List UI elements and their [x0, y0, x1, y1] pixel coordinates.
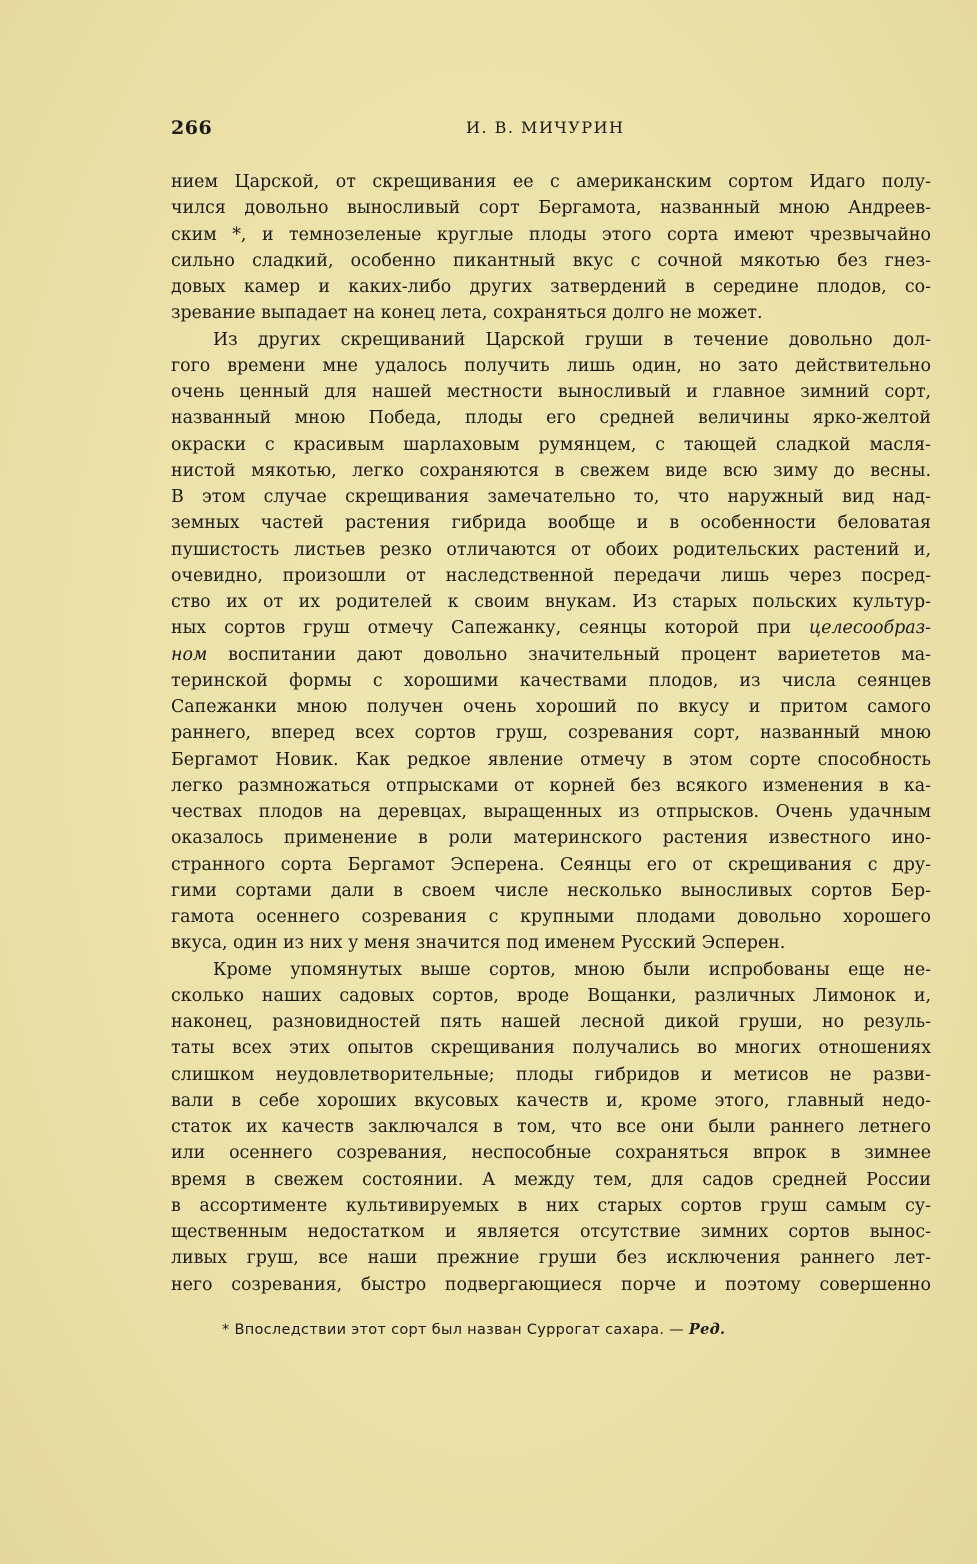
paragraph-3	[171, 957, 931, 1298]
text-line: Кроме упомянутых выше сортов, мною были испробованы еще не-	[213, 959, 931, 980]
text-segment: воспитании дают довольно значительный процент вариететов ма-	[228, 644, 931, 665]
text-line: гого времени мне удалось получить лишь один, но зато действительно	[171, 355, 931, 376]
page-header	[171, 117, 931, 141]
text-line: Из других скрещиваний Царской груши в течение довольно дол-	[213, 329, 931, 350]
text-line: Сапежанки мною получен очень хороший по вкусу и притом самого	[171, 697, 931, 717]
text-line: наконец, разновидностей пять нашей лесной дикой груши, но резуль-	[171, 1012, 931, 1032]
text-line: ским *, и темнозеленые круглые плоды этого сорта имеют чрезвычайно	[171, 224, 931, 245]
text-line: чился довольно выносливый сорт Бергамота, названный мною Андреев-	[171, 198, 931, 219]
text-line: сильно сладкий, особенно пикантный вкус с сочной мякотью без гнез-	[171, 250, 931, 271]
running-head: И. В. МИЧУРИН	[466, 118, 625, 137]
text-line: статок их качеств заключался в том, что все они были раннего летнего	[171, 1117, 931, 1137]
text-line: ство их от их родителей к своим внукам. Из старых польских культур-	[171, 592, 931, 612]
text-line: в ассортименте культивируемых в них старых сортов груш самым су-	[171, 1195, 931, 1216]
text-line: нистой мякотью, легко сохраняются в свежем виде всю зиму до весны.	[171, 460, 931, 481]
body-text	[171, 169, 931, 1298]
text-line: чествах плодов на деревцах, выращенных из отпрысков. Очень удачным	[171, 802, 931, 822]
text-line: щественным недостатком и является отсутствие зимних сортов вынос-	[171, 1222, 931, 1242]
text-line: вкуса, один из них у меня значится под именем Русский Эсперен.	[171, 933, 786, 954]
text-line: гими сортами дали в своем числе несколько выносливых сортов Бер-	[171, 880, 931, 901]
paragraph-1	[171, 169, 931, 327]
text-line: довых камер и каких-либо других затвердений в середине плодов, со-	[171, 277, 931, 297]
text-line: легко размножаться отпрысками от корней без всякого изменения в ка-	[171, 775, 931, 796]
paragraph-2	[171, 327, 931, 957]
text-line: очевидно, произошли от наследственной передачи лишь через посред-	[171, 565, 931, 586]
footnote	[222, 1321, 922, 1338]
text-segment: ных сортов груш отмечу Сапежанку, сеянцы которой при	[171, 618, 792, 639]
text-line: Бергамот Новик. Как редкое явление отмечу в этом сорте способность	[171, 749, 931, 770]
text-line: раннего, вперед всех сортов груш, созревания сорт, названный мною	[171, 723, 931, 744]
text-line: названный мною Победа, плоды его средней величины ярко-желтой	[171, 408, 931, 429]
text-line: странного сорта Бергамот Эсперена. Сеянцы его от скрещивания с дру-	[171, 854, 931, 875]
text-line: зревание выпадает на конец лета, сохраняться долго не может.	[171, 303, 763, 324]
italic-word: ном	[171, 644, 208, 665]
text-line: очень ценный для нашей местности выносливый и главное зимний сорт,	[171, 382, 931, 402]
text-line: пушистость листьев резко отличаются от обоих родительских растений и,	[171, 539, 931, 560]
text-line: таты всех этих опытов скрещивания получались во многих отношениях	[171, 1038, 931, 1059]
text-line: ливых груш, все наши прежние груши без исключения раннего лет-	[171, 1248, 931, 1269]
text-line: слишком неудовлетворительные; плоды гибридов и метисов не разви-	[171, 1064, 931, 1085]
text-line: теринской формы с хорошими качествами плодов, из числа сеянцев	[171, 670, 931, 691]
page-number: 266	[171, 117, 213, 139]
text-line: В этом случае скрещивания замечательно то, что наружный вид над-	[171, 487, 931, 507]
text-line-mixed	[171, 615, 931, 641]
text-line: окраски с красивым шарлаховым румянцем, с тающей сладкой масля-	[171, 434, 931, 455]
text-line: оказалось применение в роли материнского растения известного ино-	[171, 828, 931, 849]
footnote-text: * Впоследствии этот сорт был назван Суррогат сахара. —	[222, 1322, 684, 1338]
text-line: вали в себе хороших вкусовых качеств и, кроме этого, главный недо-	[171, 1090, 931, 1111]
text-line: сколько наших садовых сортов, вроде Вощанки, различных Лимонок и,	[171, 985, 931, 1006]
italic-word: целесообраз-	[809, 618, 931, 639]
text-line: или осеннего созревания, неспособные сохраняться впрок в зимнее	[171, 1143, 931, 1164]
footnote-editor-mark: Ред.	[688, 1321, 726, 1338]
text-line: земных частей растения гибрида вообще и в особенности беловатая	[171, 513, 931, 534]
text-line-mixed	[171, 642, 931, 668]
text-line: него созревания, быстро подвергающиеся порче и поэтому совершенно	[171, 1274, 931, 1295]
text-line: гамота осеннего созревания с крупными плодами довольно хорошего	[171, 907, 931, 927]
text-line: нием Царской, от скрещивания ее с американским сортом Идаго полу-	[171, 172, 931, 192]
text-line: время в свежем состоянии. А между тем, для садов средней России	[171, 1169, 931, 1190]
